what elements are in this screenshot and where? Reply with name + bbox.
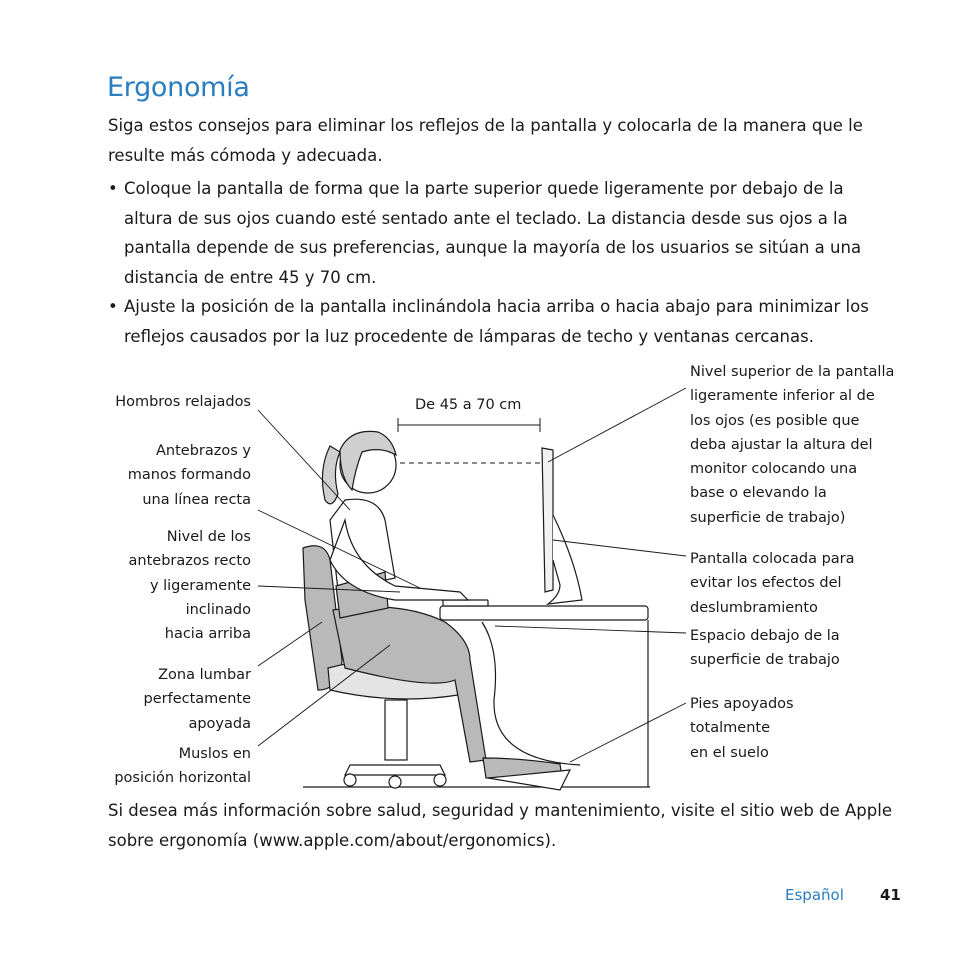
label-top-screen: Nivel superior de la pantalla ligeramente inferior al de los ojos (es posible que deba ajustar la altura del monitor colocando una base o elevando la superficie de trabajo) bbox=[690, 364, 895, 526]
callout-screen-position bbox=[553, 540, 686, 556]
tip-text: Ajuste la posición de la pantalla inclinándola hacia arriba o hacia abajo para minimizar los reflejos causados por la luz procedente de lámparas de techo y ventanas cercanas. bbox=[124, 297, 869, 346]
chair-wheel bbox=[344, 774, 356, 786]
label-thighs: Muslos en posición horizontal bbox=[114, 746, 251, 787]
label-shoulders: Hombros relajados bbox=[115, 394, 251, 410]
monitor-screen bbox=[542, 448, 553, 592]
callout-top-screen bbox=[548, 388, 686, 462]
callout-feet bbox=[570, 703, 686, 762]
distance-label: De 45 a 70 cm bbox=[415, 397, 522, 413]
monitor-cable bbox=[482, 622, 580, 765]
person-ponytail bbox=[322, 446, 340, 504]
bullet-glyph: • bbox=[108, 179, 118, 198]
label-forearms-hands: Antebrazos y manos formando una línea recta bbox=[127, 443, 251, 508]
label-lumbar: Zona lumbar perfectamente apoyada bbox=[143, 667, 251, 732]
footer-paragraph: Si desea más información sobre salud, seguridad y mantenimiento, visite el sitio web de Apple sobre ergonomía (www.apple.com/about/ergonomics). bbox=[108, 801, 892, 850]
label-screen-position: Pantalla colocada para evitar los efectos del deslumbramiento bbox=[690, 551, 855, 616]
desk-top bbox=[440, 606, 648, 620]
monitor-stand bbox=[548, 515, 582, 604]
label-feet: Pies apoyados totalmente en el suelo bbox=[690, 696, 794, 761]
chair-base bbox=[345, 765, 445, 775]
chair-wheel bbox=[389, 776, 401, 788]
language-label: Español bbox=[785, 886, 844, 904]
tip-text: Coloque la pantalla de forma que la parte superior quede ligeramente por debajo de la altura de sus ojos cuando esté sentado ante el teclado. La distancia desde sus ojos a la pantalla depende de sus preferencias, aunque la mayoría de los usuarios se sitúan a una distancia de entre 45 y 70 cm. bbox=[124, 179, 862, 287]
callout-space-below bbox=[495, 626, 686, 633]
chair-column bbox=[385, 700, 407, 760]
page-title: Ergonomía bbox=[107, 72, 250, 103]
label-space-below: Espacio debajo de la superficie de trabajo bbox=[690, 628, 840, 669]
chair-wheel bbox=[434, 774, 446, 786]
page-number: 41 bbox=[880, 886, 901, 904]
keyboard bbox=[443, 600, 488, 606]
bullet-glyph: • bbox=[108, 297, 118, 316]
label-forearm-level: Nivel de los antebrazos recto y ligeramente inclinado hacia arriba bbox=[128, 529, 251, 643]
intro-paragraph: Siga estos consejos para eliminar los reflejos de la pantalla y colocarla de la manera que le resulte más cómoda y adecuada. bbox=[108, 116, 863, 165]
